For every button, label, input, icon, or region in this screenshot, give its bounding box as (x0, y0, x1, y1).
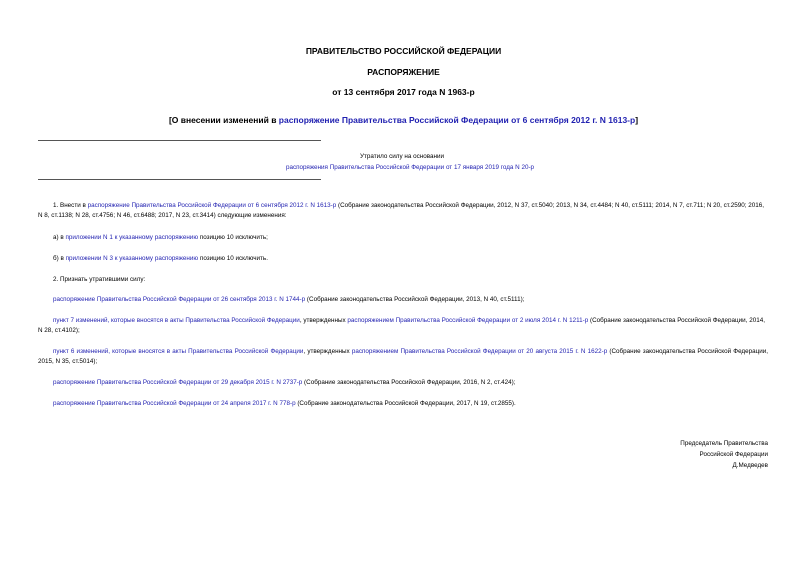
pb-prefix: б) в (53, 255, 66, 262)
p1-link[interactable]: распоряжение Правительства Российской Федерации от 6 сентября 2012 г. N 1613-р (87, 202, 337, 209)
signature-title-line2: Российской Федерации (699, 451, 768, 458)
pb-text: позицию 10 исключить. (198, 255, 268, 262)
document-type-heading: РАСПОРЯЖЕНИЕ (367, 67, 440, 77)
paragraph-a (38, 233, 768, 243)
item-4-link[interactable]: распоряжение Правительства Российской Федерации от 29 декабря 2015 г. N 2737-р (53, 379, 303, 386)
pa-prefix: а) в (53, 234, 66, 241)
title-open-text: [О внесении изменений в (168, 115, 279, 125)
item-5-text: (Собрание законодательства Российской Федерации, 2017, N 19, ст.2855). (295, 400, 516, 407)
pb-link[interactable]: приложении N 3 к указанному распоряжению (65, 255, 199, 262)
list-item (38, 399, 768, 409)
divider-top (38, 140, 321, 141)
paragraph-1 (38, 201, 768, 220)
title-close-text: ] (635, 115, 639, 125)
list-item (38, 347, 768, 366)
government-heading: ПРАВИТЕЛЬСТВО РОССИЙСКОЙ ФЕДЕРАЦИИ (305, 46, 502, 56)
p1-text: (Собрание законодательства Российской Федерации, 2012, N 37, ст.5040; 2013, N 34, ст.4484; N 40, ст.5111; 2014, N 7, ст.711; N 20, ст.2590; 2016, N 8, ст.1138; N 28, ст.4756; N 46, ст.6488; 2017, N 23, ст.3414) следующие изменения: (38, 202, 764, 219)
pa-link[interactable]: приложении N 1 к указанному распоряжению (65, 234, 199, 241)
item-3-link-2[interactable]: распоряжением Правительства Российской Федерации от 20 августа 2015 г. N 1622-р (351, 348, 608, 355)
paragraph-b (38, 254, 768, 264)
list-item (38, 316, 768, 335)
date-number-heading: от 13 сентября 2017 года N 1963-р (332, 87, 475, 97)
divider-bottom (38, 179, 321, 180)
item-3-text: (Собрание законодательства Российской Федерации, 2015, N 35, ст.5014); (38, 348, 769, 365)
signature-name: Д.Медведев (732, 462, 768, 469)
item-2-link-2[interactable]: распоряжением Правительства Российской Федерации от 2 июля 2014 г. N 1211-р (347, 317, 589, 324)
item-2-mid: , утвержденных (299, 317, 348, 324)
item-5-link[interactable]: распоряжение Правительства Российской Федерации от 24 апреля 2017 г. N 778-р (53, 400, 296, 407)
item-3-link-1[interactable]: пункт 6 изменений, которые вносятся в акты Правительства Российской Федерации (53, 348, 304, 355)
item-3-mid: , утвержденных (303, 348, 352, 355)
list-item (38, 295, 768, 305)
validity-note-link[interactable]: распоряжения Правительства Российской Федерации от 17 января 2019 года N 20-р (285, 164, 535, 171)
validity-note-line1: Утратило силу на основании (359, 153, 445, 160)
item-4-text: (Собрание законодательства Российской Федерации, 2016, N 2, ст.424); (302, 379, 516, 386)
item-2-text: (Собрание законодательства Российской Федерации, 2014, N 28, ст.4102); (38, 317, 765, 334)
item-1-text: (Собрание законодательства Российской Федерации, 2013, N 40, ст.5111); (305, 296, 525, 303)
p1-prefix: 1. Внести в (53, 202, 88, 209)
signature-title-line1: Председатель Правительства (680, 440, 768, 447)
paragraph-2: 2. Признать утратившими силу: (53, 276, 146, 283)
pa-text: позицию 10 исключить; (198, 234, 268, 241)
document-title (0, 115, 807, 125)
item-2-link-1[interactable]: пункт 7 изменений, которые вносятся в акты Правительства Российской Федерации (53, 317, 300, 324)
title-link[interactable]: распоряжение Правительства Российской Федерации от 6 сентября 2012 г. N 1613-р (278, 115, 636, 125)
item-1-link[interactable]: распоряжение Правительства Российской Федерации от 26 сентября 2013 г. N 1744-р (53, 296, 306, 303)
list-item (38, 378, 768, 388)
